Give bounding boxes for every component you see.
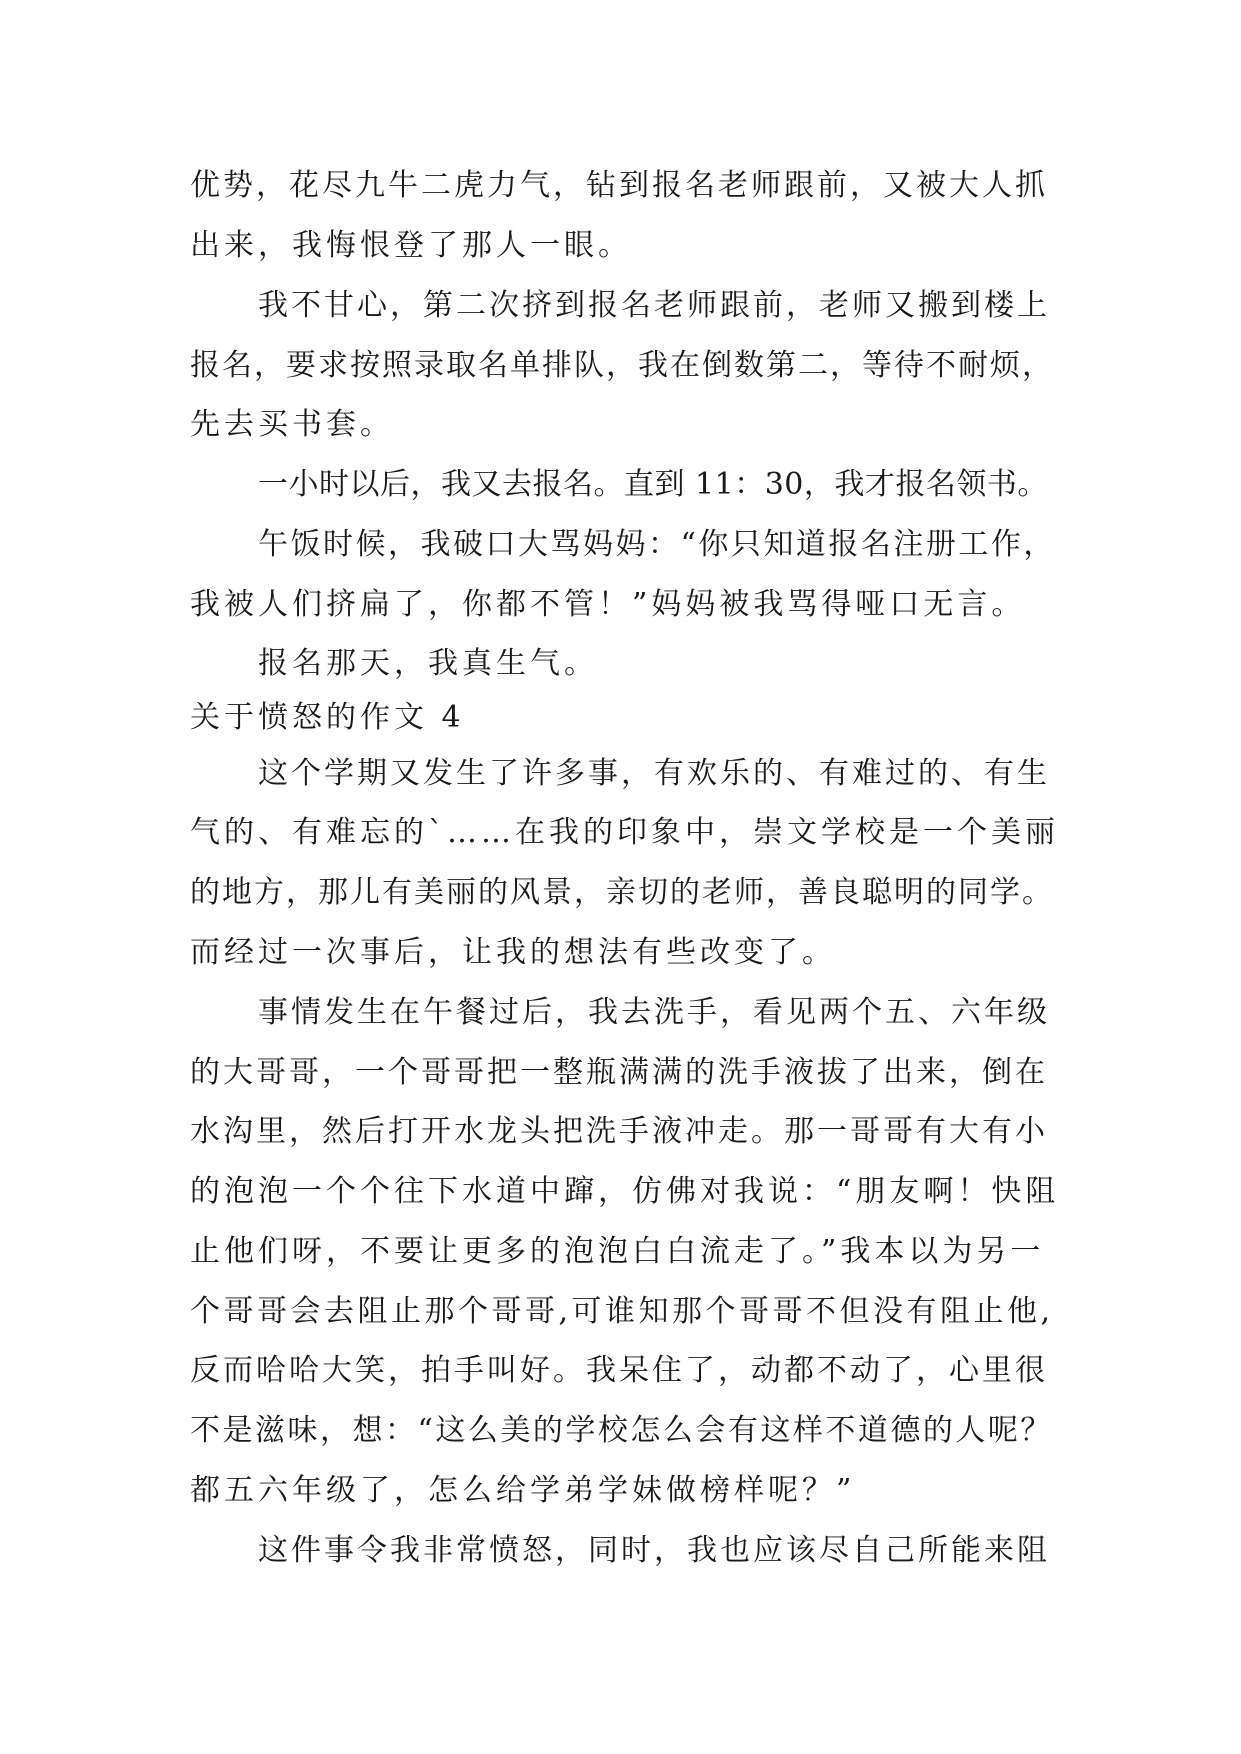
text-line: 的地方，那儿有美丽的风景，亲切的老师，善良聪明的同学。 (190, 875, 1054, 910)
text-line: 反而哈哈大笑，拍手叫好。我呆住了，动都不动了，心里很 (190, 1353, 1048, 1388)
text-line: 不是滋味，想：“这么美的学校怎么会有这样不道德的人呢？ (190, 1413, 1053, 1448)
paragraph-start-line: 一小时以后，我又去报名。直到 11：30，我才报名领书。 (258, 467, 1048, 502)
paragraph-start-line: 午饭时候，我破口大骂妈妈：“你只知道报名注册工作， (258, 527, 1056, 562)
text-line: 个哥哥会去阻止那个哥哥,可谁知那个哥哥不但没有阻止他, (190, 1294, 1054, 1329)
paragraph-start-line: 这件事令我非常愤怒，同时，我也应该尽自己所能来阻 (258, 1533, 1050, 1568)
paragraph-start-line: 报名那天，我真生气。 (258, 646, 598, 681)
section-heading: 关于愤怒的作文 4 (190, 700, 465, 735)
paragraph-start-line: 这个学期又发生了许多事，有欢乐的、有难过的、有生 (258, 756, 1050, 791)
text-line: 的泡泡一个个往下水道中蹿，仿佛对我说：“朋友啊！快阻 (190, 1174, 1060, 1209)
text-line: 优势，花尽九牛二虎力气，钻到报名老师跟前，又被大人抓 (190, 168, 1048, 203)
text-line: 止他们呀，不要让更多的泡泡白白流走了。”我本以为另一 (190, 1234, 1045, 1269)
text-line: 我被人们挤扁了，你都不管！”妈妈被我骂得哑口无言。 (190, 587, 1026, 622)
paragraph-start-line: 我不甘心，第二次挤到报名老师跟前，老师又搬到楼上 (258, 288, 1050, 323)
paragraph-start-line: 事情发生在午餐过后，我去洗手，看见两个五、六年级 (258, 995, 1050, 1030)
text-line: 先去买书套。 (190, 407, 394, 442)
text-line: 的大哥哥，一个哥哥把一整瓶满满的洗手液拔了出来，倒在 (190, 1055, 1048, 1090)
text-line: 而经过一次事后，让我的想法有些改变了。 (190, 935, 836, 970)
text-line: 水沟里，然后打开水龙头把洗手液冲走。那一哥哥有大有小 (190, 1114, 1048, 1149)
text-line: 气的、有难忘的`……在我的印象中，崇文学校是一个美丽 (190, 815, 1059, 850)
text-line: 报名，要求按照录取名单排队，我在倒数第二，等待不耐烦， (190, 348, 1054, 383)
text-line: 都五六年级了，怎么给学弟学妹做榜样呢？” (190, 1473, 856, 1508)
text-line: 出来，我悔恨登了那人一眼。 (190, 228, 632, 263)
